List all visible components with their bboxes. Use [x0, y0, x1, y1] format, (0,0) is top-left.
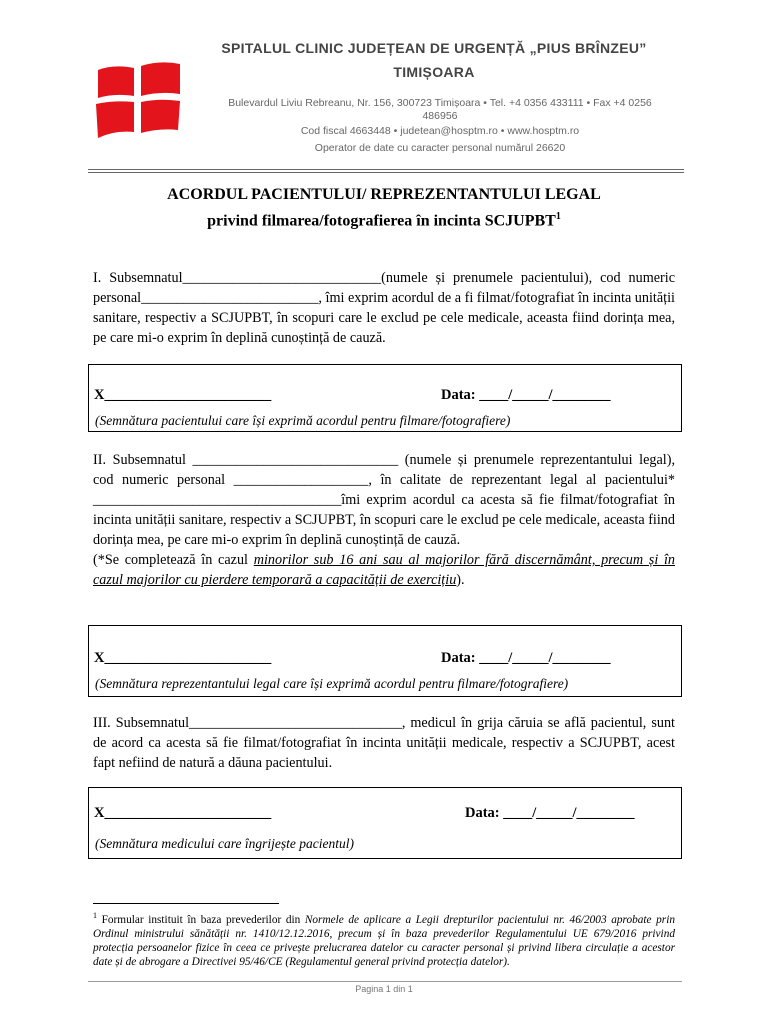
representative-signature-caption: (Semnătura reprezentantului legal care își exprimă acordul pentru filmare/fotografiere)	[95, 676, 569, 691]
header-rule-bottom	[88, 172, 684, 173]
note-emphasis: minorilor sub 16 ani sau al majorilor fără discernământ, precum și în cazul majorilor cu pierdere temporară a capacității de exercițiu	[93, 552, 676, 588]
section-2-paragraph: II. Subsemnatul _____________________________ (numele și prenumele reprezentantului legal), cod numeric personal ___________________, în calitate de reprezentant legal al pacientului* ___________________________________îmi exprim acordul ca acesta să fie filmat/fotografiat în incinta unității sanitare, respectiv a SCJUPBT, în scopuri care le exclud pe cele medicale, aceasta fiind dorința mea, pe care mi-o exprim în deplină cunoștință de cauză.	[93, 452, 675, 548]
section-1-text	[93, 268, 675, 348]
footnote-italic-text: Normele de aplicare a Legii drepturilor pacientului nr. 46/2003 aprobate prin Ordinul ministrului sănătății nr. 1410/12.12.2016, precum și în baza prevederilor Regulamentului UE 679/2016 privind protecția persoanelor fizice în ceea ce privește prelucrarea datelor cu caracter personal și privind libera circulație a acestor date și de abrogare a Directivei 95/46/CE (Regulamentul general privind protecția datelor).	[93, 913, 675, 968]
section-3-paragraph: III. Subsemnatul______________________________, medicul în grija căruia se află pacientul, sunt de acord ca acesta să fie filmat/fotografiat în incinta unității medicale, respectiv a SCJUPBT, acest fapt nefiind de natură a dăuna pacientului.	[93, 715, 675, 771]
hospital-name: SPITALUL CLINIC JUDEȚEAN DE URGENȚĂ „PIUS BRÎNZEU”	[221, 40, 647, 56]
operator-line: Operator de date cu caracter personal numărul 26620	[314, 142, 566, 154]
address-line: Bulevardul Liviu Rebreanu, Nr. 156, 300723 Timișoara • Tel. +4 0356 433111 • Fax +4 0256	[228, 97, 652, 109]
section-2-note	[93, 550, 675, 590]
section-3-text	[93, 713, 675, 773]
footnote	[93, 909, 675, 969]
document-title: ACORDUL PACIENTULUI/ REPREZENTANTULUI LEGAL	[167, 186, 601, 203]
subtitle-text: privind filmarea/fotografierea în incinta SCJUPBT	[207, 212, 556, 230]
page-number: Pagina 1 din 1	[355, 984, 413, 994]
representative-date-field[interactable]: Data: ____/_____/________	[441, 650, 611, 666]
document-subtitle	[0, 211, 768, 230]
header-rule-top	[88, 169, 684, 170]
footnote-rule	[93, 903, 279, 904]
physician-signature-line[interactable]: X_______________________	[94, 805, 272, 821]
footnote-ref: 1	[555, 211, 561, 222]
patient-signature-caption: (Semnătura pacientului care își exprimă acordul pentru filmare/fotografiere)	[95, 413, 511, 428]
hospital-city: TIMIȘOARA	[393, 64, 475, 80]
physician-signature-caption: (Semnătura medicului care îngrijește pacientul)	[95, 836, 354, 851]
representative-signature-box[interactable]	[88, 625, 682, 697]
patient-date-field[interactable]: Data: ____/_____/________	[441, 387, 611, 403]
note-prefix: (*Se completează în cazul	[93, 552, 254, 568]
section-1-paragraph: I. Subsemnatul____________________________(numele și prenumele pacientului), cod numeric personal_________________________, îmi exprim acordul de a fi filmat/fotografiat în incinta unității sanitare, respectiv a SCJUPBT, în scopuri care le exclud pe cele medicale, aceasta fiind dorința mea, pe care mi-o exprim în deplină cunoștință de cauză.	[93, 270, 675, 346]
physician-date-field[interactable]: Data: ____/_____/________	[465, 805, 635, 821]
address-line-2: 486956	[422, 110, 458, 122]
physician-signature-box[interactable]	[88, 787, 682, 859]
patient-signature-box[interactable]	[88, 364, 682, 432]
section-2-text	[93, 450, 675, 590]
representative-signature-line[interactable]: X_______________________	[94, 650, 272, 666]
footer-rule	[88, 981, 682, 982]
patient-signature-line[interactable]: X_______________________	[94, 387, 272, 403]
footnote-plain-text: Formular instituit în baza prevederilor din	[97, 913, 305, 926]
fiscal-line: Cod fiscal 4663448 • judetean@hosptm.ro • www.hosptm.ro	[300, 125, 580, 137]
note-suffix: ).	[456, 572, 465, 588]
footnote-number: 1	[93, 911, 97, 920]
